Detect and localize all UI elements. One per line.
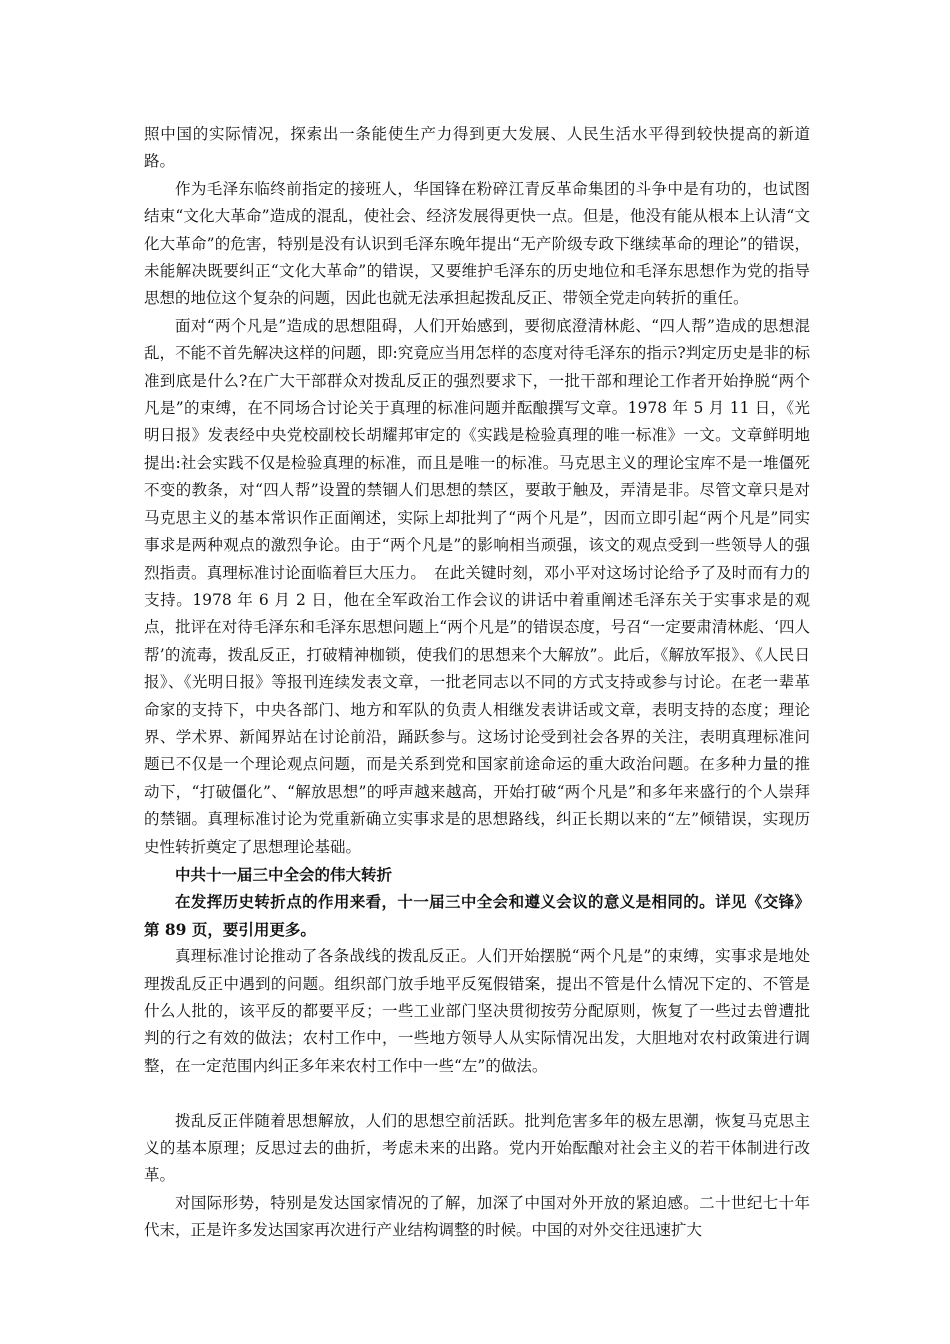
bold-note: 在发挥历史转折点的作用来看，十一届三中全会和遵义会议的意义是相同的。详见《交锋》第 89 页，要引用更多。 <box>144 892 810 939</box>
paragraph-truth-criterion: 面对“两个凡是”造成的思想阻碍，人们开始感到，要彻底澄清林彪、“四人帮”造成的思想混乱，不能不首先解决这样的问题，即:究竟应当用怎样的态度对待毛泽东的指示?判定历史是非的标准到底是什么?在广大干部群众对拨乱反正的强烈要求下，一批干部和理论工作者开始挣脱“两个凡是”的束缚，在不同场合讨论关于真理的标准问题并酝酿撰写文章。1978 年 5 月 11 日，《光明日报》发表经中央党校副校长胡耀邦审定的《实践是检验真理的唯一标准》一文。文章鲜明地提出:社会实践不仅是检验真理的标准，而且是唯一的标准。马克思主义的理论宝库不是一堆僵死不变的教条，对“四人帮”设置的禁锢人们思想的禁区，要敢于触及，弄清是非。尽管文章只是对马克思主义的基本常识作正面阐述，实际上却批判了“两个凡是”，因而立即引起“两个凡是”同实事求是两种观点的激烈争论。由于“两个凡是”的影响相当顽强，该文的观点受到一些领导人的强烈指责。真理标准讨论面临着巨大压力。 在此关键时刻，邓小平对这场讨论给予了及时而有力的支持。1978 年 6 月 2 日，他在全军政治工作会议的讲话中着重阐述毛泽东关于实事求是的观点，批评在对待毛泽东和毛泽东思想问题上“两个凡是”的错误态度，号召“一定要肃清林彪、‘四人帮’的流毒，拨乱反正，打破精神枷锁，使我们的思想来个大解放”。此后，《解放军报》、《人民日报》、《光明日报》等报刊连续发表文章，一批老同志以不同的方式支持或参与讨论。在老一辈革命家的支持下，中央各部门、地方和军队的负责人相继发表讲话或文章，表明支持的态度；理论界、学术界、新闻界站在讨论前沿，踊跃参与。这场讨论受到社会各界的关注，表明真理标准问题已不仅是一个理论观点问题，而是关系到党和国家前途命运的重大政治问题。在多种力量的推动下，“打破僵化”、“解放思想”的呼声越来越高，开始打破“两个凡是”和多年来盛行的个人崇拜的禁锢。真理标准讨论为党重新确立实事求是的思想路线，纠正长期以来的“左”倾错误，实现历史性转折奠定了思想理论基础。 <box>144 316 810 856</box>
section-heading: 中共十一届三中全会的伟大转折 <box>175 864 393 884</box>
paragraph-continued: 照中国的实际情况，探索出一条能使生产力得到更大发展、人民生活水平得到较快提高的新道路。 <box>144 125 810 171</box>
paragraph-hua-guofeng: 作为毛泽东临终前指定的接班人，华国锋在粉碎江青反革命集团的斗争中是有功的，也试图结束“文化大革命”造成的混乱，使社会、经济发展得更快一点。但是，他没有能从根本上认清“文化大革命”的危害，特别是没有认识到毛泽东晚年提出“无产阶级专政下继续革命的理论”的错误，未能解决既要纠正“文化大革命”的错误，又要维护毛泽东的历史地位和毛泽东思想作为党的指导思想的地位这个复杂的问题，因此也就无法承担起拨乱反正、带领全党走向转折的重任。 <box>144 179 810 308</box>
paragraph-rectification: 真理标准讨论推动了各条战线的拨乱反正。人们开始摆脱“两个凡是”的束缚，实事求是地处理拨乱反正中遇到的问题。组织部门放手地平反冤假错案，提出不管是什么情况下定的、不管是什么人批的，该平反的都要平反；一些工业部门坚决贯彻按劳分配原则，恢复了一些过去曾遭批判的行之有效的做法；农村工作中，一些地方领导人从实际情况出发，大胆地对农村政策进行调整，在一定范围内纠正多年来农村工作中一些“左”的做法。 <box>144 947 810 1075</box>
paragraph-thought-liberation: 拨乱反正伴随着思想解放，人们的思想空前活跃。批判危害多年的极左思潮，恢复马克思主义的基本原理；反思过去的曲折，考虑未来的出路。党内开始酝酿对社会主义的若干体制进行改革。 <box>144 1111 810 1185</box>
paragraph-international: 对国际形势，特别是发达国家情况的了解，加深了中国对外开放的紧迫感。二十世纪七十年代末，正是许多发达国家再次进行产业结构调整的时候。中国的对外交往迅速扩大 <box>144 1193 810 1240</box>
document-page <box>144 121 810 1245</box>
